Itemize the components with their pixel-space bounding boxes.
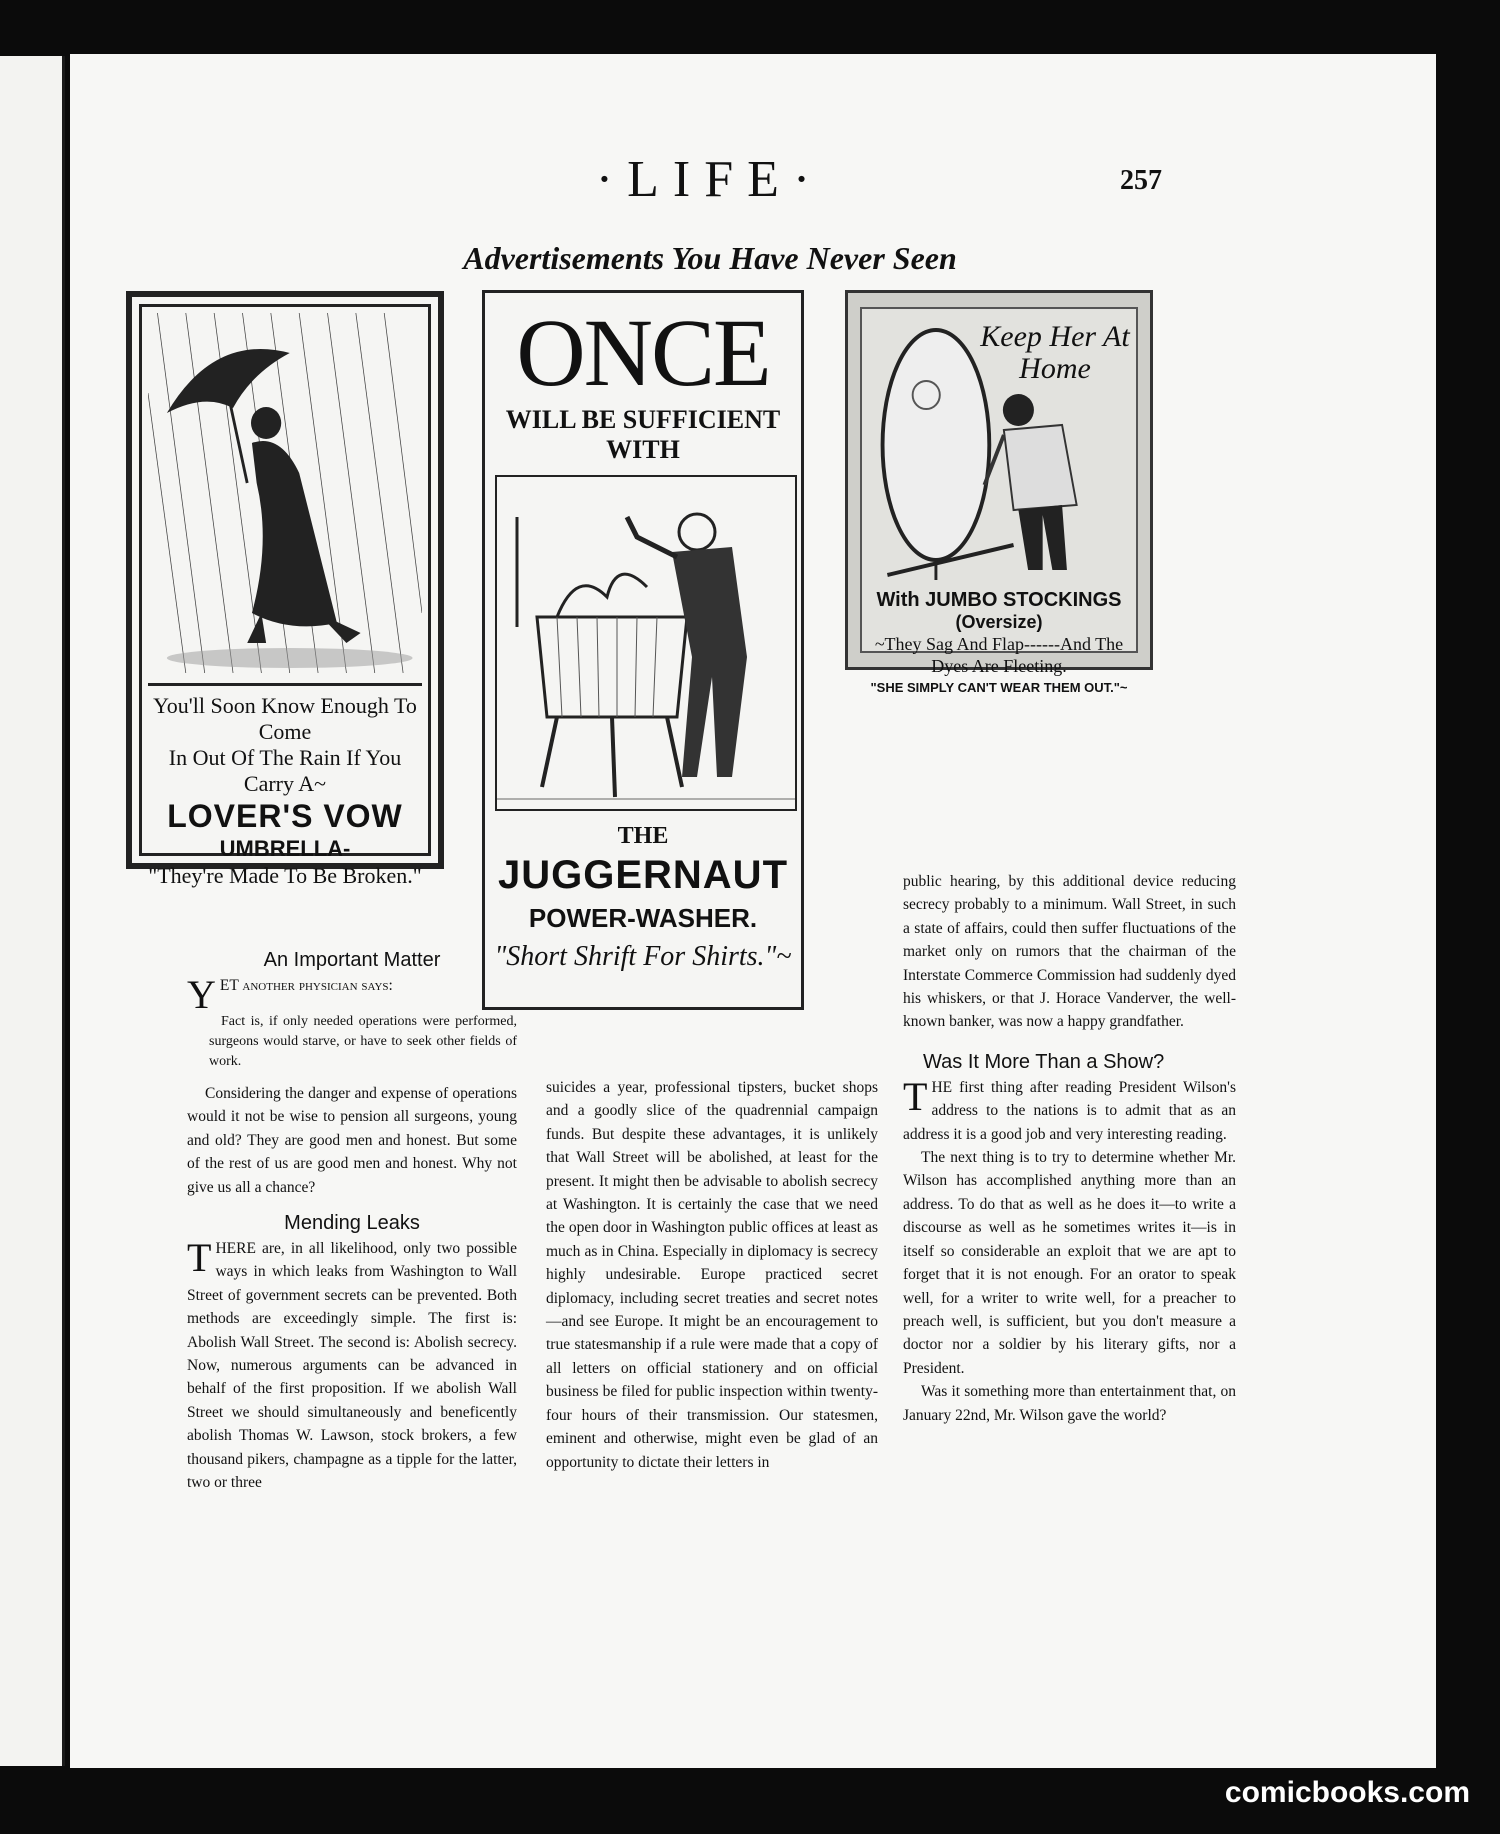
washer-sub1: WILL BE SUFFICIENT	[505, 405, 781, 434]
lead-text: HE first thing after reading President Wilson's address to the nations is to admit that as an address it is a good job and very interesting reading.	[903, 1078, 1236, 1143]
umbrella-product: UMBRELLA-	[219, 836, 351, 861]
article-body: Considering the danger and expense of operations would it not be wise to pension all surgeons, young and old? They are good men and honest. But some of the rest of us are good men and honest. Why not give us all a chance?	[187, 1085, 517, 1196]
stockings-line4: Dyes Are Fleeting.	[931, 656, 1067, 676]
drop-cap: T	[903, 1073, 928, 1119]
umbrella-woman-illustration	[148, 313, 422, 686]
physician-quote: Fact is, if only needed operations were performed, surgeons would starve, or have to seek other fields of work.	[209, 1014, 517, 1069]
article-title: Mending Leaks	[284, 1212, 420, 1235]
stockings-headline: Keep Her At Home	[980, 320, 1130, 385]
site-watermark: comicbooks.com	[1224, 1776, 1470, 1809]
umbrella-brand: LOVER'S VOW	[167, 798, 403, 834]
stockings-line5: "SHE SIMPLY CAN'T WEAR THEM OUT."~	[870, 680, 1128, 695]
stockings-line2: (Oversize)	[955, 612, 1043, 632]
article-lead	[187, 972, 517, 1017]
ad-jumbo-stockings	[845, 290, 1153, 695]
article-lead	[903, 1073, 1236, 1146]
page-number: 257	[1120, 165, 1162, 196]
washer-product: POWER-WASHER.	[528, 903, 758, 933]
article-body: suicides a year, professional tipsters, bucket shops and a goodly slice of the quadrennial campaign funds. But despite these advantages, it is unlikely that Wall Street will be abolished, at least for the present. It might then be advisable to abolish secrecy at Washington. It is certainly the case that we need the open door in Washington public offices at least as much as in China. Especially in diplomacy is secrecy highly undesirable. Europe practiced secret diplomacy, including secret treaties and secret notes—and see Europe. It might be an encouragement to true statesmanship if a rule were made that a copy of all letters on official stationery and on official business be filed for public inspection within twenty-four hours of their transmission. Our statesmen, eminent and otherwise, might even be glad of an opportunity to dictate their letters in	[546, 1079, 878, 1471]
stockings-line3: ~They Sag And Flap------And The	[874, 634, 1124, 654]
ad-juggernaut-power-washer	[482, 290, 804, 1010]
stockings-line1: With JUMBO STOCKINGS	[876, 589, 1122, 611]
article-paragraph: Was it something more than entertainment that, on January 22nd, Mr. Wilson gave the world?	[903, 1383, 1236, 1424]
drop-cap: T	[187, 1235, 212, 1281]
previous-page-edge	[0, 56, 65, 1766]
washer-sub2: WITH	[606, 435, 680, 464]
stockings-ad-copy	[862, 589, 1136, 699]
article-body: public hearing, by this additional device reducing secrecy probably to a minimum. Wall Street, in such a state of affairs, could then suffer fluctuations of the market only on rumors that the chairman of the Interstate Commerce Commission had suddenly dyed his whiskers, or that J. Horace Vanderver, the well-known banker, was now a happy grandfather.	[903, 873, 1236, 1031]
washer-headline: ONCE	[516, 299, 770, 406]
column-3	[903, 870, 1236, 1427]
article-lead	[187, 1237, 517, 1494]
washer-sub	[485, 405, 801, 465]
umbrella-tagline: "They're Made To Be Broken."	[148, 863, 422, 888]
washing-man-illustration	[495, 475, 797, 811]
ad-lovers-vow-umbrella	[126, 291, 444, 888]
umbrella-ad-line2: In Out Of The Rain If You Carry A~	[168, 745, 402, 796]
washer-the: THE	[617, 823, 669, 849]
column-1	[187, 946, 517, 1495]
umbrella-ad-copy	[142, 693, 428, 889]
article-paragraph: The next thing is to try to determine whether Mr. Wilson has accomplished anything more than an address. To do that as well as he does it—to write a discourse as well as he sometimes writes it—is in itself so considerable an exploit that we are apt to forget that it is not enough. For an orator to speak well, for a writer to write well, for a preacher to preach well, is sufficient, but you don't measure a doctor nor a soldier by his literary gifts, nor a President.	[903, 1149, 1236, 1377]
article-title: Was It More Than a Show?	[923, 1050, 1165, 1073]
column-2	[546, 1076, 878, 1474]
section-title: Advertisements You Have Never Seen	[463, 240, 957, 276]
lead-text: ET another physician says:	[219, 977, 393, 994]
washer-tagline: "Short Shrift For Shirts."~	[494, 941, 792, 972]
lead-text: HERE are, in all likelihood, only two possible ways in which leaks from Washington to Wall Street of government secrets can be prevented. Both methods are exceedingly simple. The first is: Abolish Wall Street. The second is: Abolish secrecy. Now, numerous arguments can be advanced in behalf of the first proposition. If we abolish Wall Street we should simultaneously and beneficently abolish Thomas W. Lawson, stock brokers, a few thousand pikers, champagne as a tipple for the latter, two or three	[187, 1240, 517, 1492]
umbrella-ad-line1: You'll Soon Know Enough To Come	[153, 693, 417, 744]
washer-brand: JUGGERNAUT	[497, 853, 789, 897]
article-title: An Important Matter	[263, 949, 441, 971]
masthead: ·LIFE·	[595, 151, 825, 208]
drop-cap: Y	[187, 972, 216, 1017]
